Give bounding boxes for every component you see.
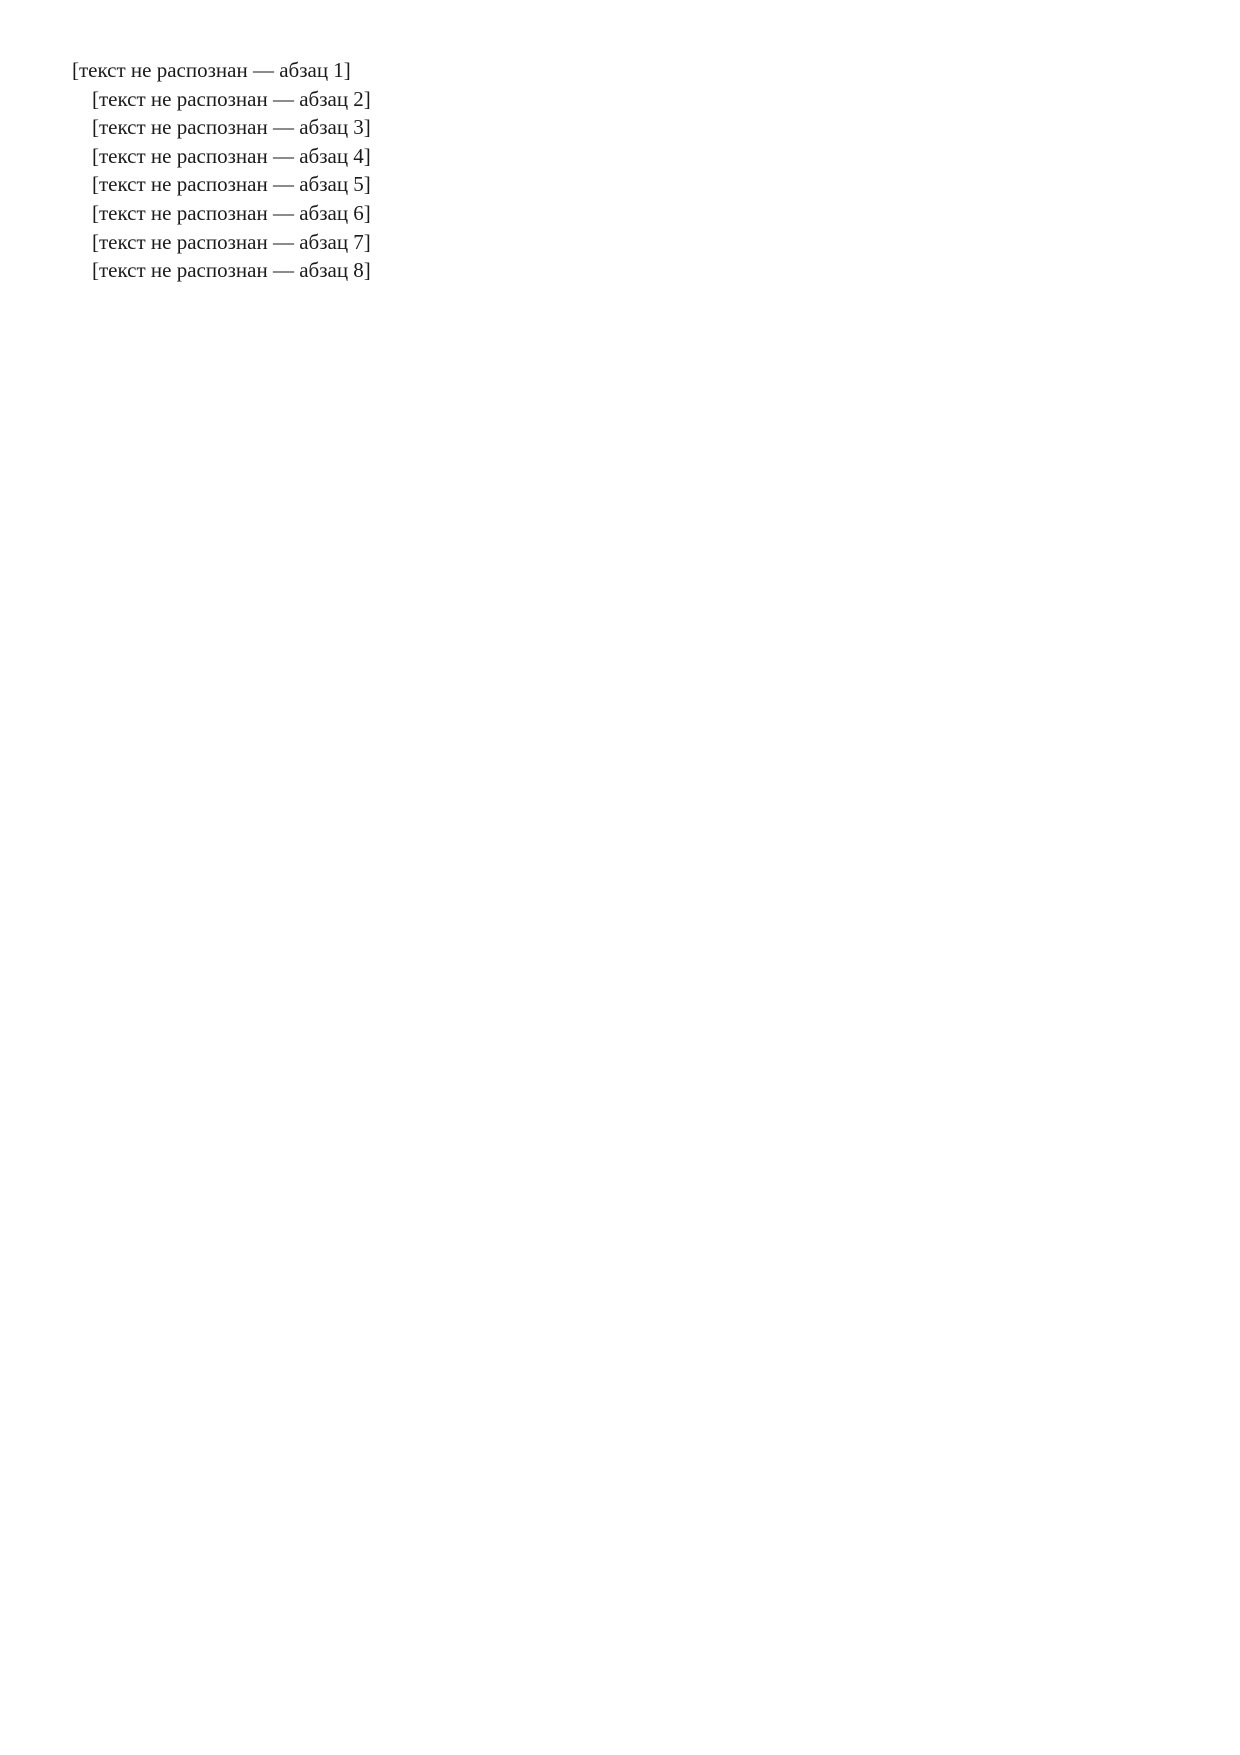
paragraph-6: [текст не распознан — абзац 6] — [92, 200, 371, 225]
paragraph-2: [текст не распознан — абзац 2] — [92, 86, 371, 111]
paragraph-1: [текст не распознан — абзац 1] — [72, 58, 351, 82]
paragraph-5: [текст не распознан — абзац 5] — [92, 172, 371, 197]
paragraph-4: [текст не распознан — абзац 4] — [92, 143, 371, 168]
paragraph-3: [текст не распознан — абзац 3] — [92, 115, 371, 140]
paragraph-7: [текст не распознан — абзац 7] — [92, 229, 371, 254]
paragraph-8: [текст не распознан — абзац 8] — [92, 258, 371, 283]
